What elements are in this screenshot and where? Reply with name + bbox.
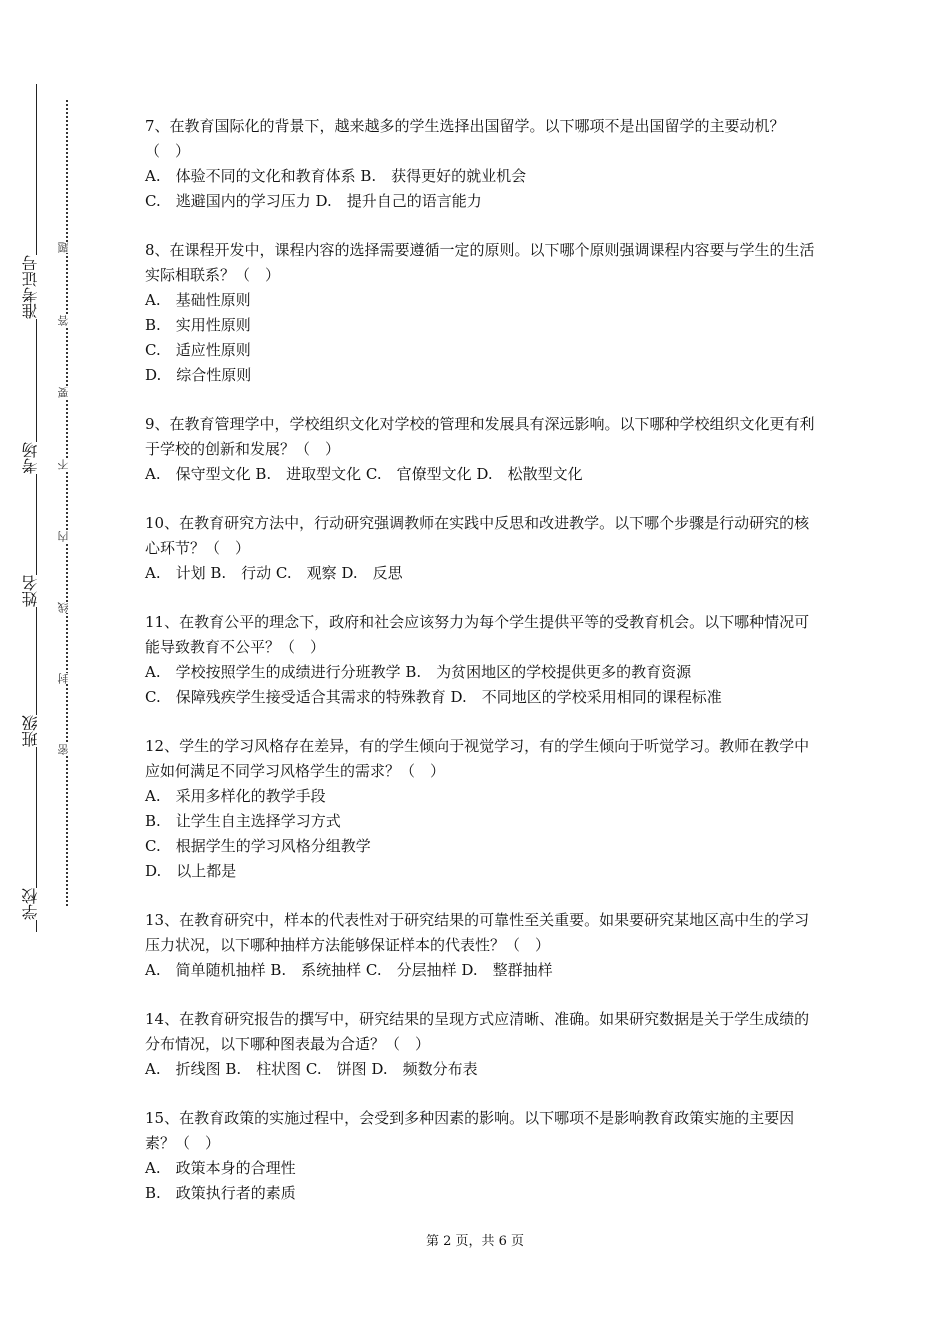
question-8 — [145, 238, 815, 388]
seal-char: 内 — [58, 531, 74, 542]
question-7 — [145, 114, 815, 214]
question-option: A. 保守型文化 B. 进取型文化 C. 官僚型文化 D. 松散型文化 — [145, 465, 583, 483]
question-text: 8、在课程开发中，课程内容的选择需要遵循一定的原则。以下哪个原则强调课程内容要与学生的生活实际相联系？（ ） — [145, 241, 815, 284]
question-option: A. 计划 B. 行动 C. 观察 D. 反思 — [145, 564, 403, 582]
question-text: 10、在教育研究方法中，行动研究强调教师在实践中反思和改进教学。以下哪个步骤是行动研究的核心环节？（ ） — [145, 514, 810, 557]
question-13 — [145, 908, 815, 983]
question-text: 13、在教育研究中，样本的代表性对于研究结果的可靠性至关重要。如果要研究某地区高中生的学习压力状况，以下哪种抽样方法能够保证样本的代表性？（ ） — [145, 911, 810, 954]
question-option: B. 实用性原则 — [145, 316, 251, 334]
seal-char: 密 — [58, 744, 74, 755]
question-list — [145, 114, 815, 1230]
question-option: B. 政策执行者的素质 — [145, 1184, 296, 1202]
question-option: A. 折线图 B. 柱状图 C. 饼图 D. 频数分布表 — [145, 1060, 478, 1078]
field-exam-number-label: 准考证号 — [22, 255, 50, 319]
seal-char: 不 — [58, 459, 74, 470]
field-exam-room-label: 考场 — [22, 442, 50, 474]
question-text: 7、在教育国际化的背景下，越来越多的学生选择出国留学。以下哪项不是出国留学的主要动机？（ ） — [145, 117, 785, 160]
question-option: D. 以上都是 — [145, 862, 237, 880]
question-option: B. 让学生自主选择学习方式 — [145, 812, 341, 830]
seal-char: 要 — [58, 387, 74, 398]
field-name-label: 姓名 — [22, 575, 50, 607]
seal-char: 答 — [58, 315, 74, 326]
question-text: 15、在教育政策的实施过程中，会受到多种因素的影响。以下哪项不是影响教育政策实施的主要因素？（ ） — [145, 1109, 795, 1152]
question-option: A. 简单随机抽样 B. 系统抽样 C. 分层抽样 D. 整群抽样 — [145, 961, 553, 979]
question-option: C. 保障残疾学生接受适合其需求的特殊教育 D. 不同地区的学校采用相同的课程标准 — [145, 688, 722, 706]
question-option: A. 政策本身的合理性 — [145, 1159, 296, 1177]
page-number-footer: 第 2 页，共 6 页 — [425, 1234, 525, 1249]
seal-char: 题 — [58, 242, 74, 253]
binding-margin — [0, 0, 120, 1344]
binding-solid-line — [36, 84, 37, 932]
binding-dotted-line — [66, 100, 68, 906]
seal-char: 封 — [58, 673, 74, 684]
question-text: 11、在教育公平的理念下，政府和社会应该努力为每个学生提供平等的受教育机会。以下哪种情况可能导致教育不公平？（ ） — [145, 613, 810, 656]
question-text: 12、学生的学习风格存在差异，有的学生倾向于视觉学习，有的学生倾向于听觉学习。教师在教学中应如何满足不同学习风格学生的需求？（ ） — [145, 737, 810, 780]
question-10 — [145, 511, 815, 586]
question-option: A. 学校按照学生的成绩进行分班教学 B. 为贫困地区的学校提供更多的教育资源 — [145, 663, 692, 681]
question-14 — [145, 1007, 815, 1082]
question-15 — [145, 1106, 815, 1206]
question-option: A. 采用多样化的教学手段 — [145, 787, 326, 805]
question-11 — [145, 610, 815, 710]
field-school-label: 学校 — [22, 888, 50, 920]
question-text: 14、在教育研究报告的撰写中，研究结果的呈现方式应清晰、准确。如果研究数据是关于学生成绩的分布情况，以下哪种图表最为合适？（ ） — [145, 1010, 810, 1053]
question-9 — [145, 412, 815, 487]
question-option: A. 基础性原则 — [145, 291, 251, 309]
question-option: C. 逃避国内的学习压力 D. 提升自己的语言能力 — [145, 192, 482, 210]
question-text: 9、在教育管理学中，学校组织文化对学校的管理和发展具有深远影响。以下哪种学校组织文化更有利于学校的创新和发展？（ ） — [145, 415, 815, 458]
question-option: C. 适应性原则 — [145, 341, 251, 359]
field-class-label: 班级 — [22, 715, 50, 747]
question-option: D. 综合性原则 — [145, 366, 252, 384]
question-12 — [145, 734, 815, 884]
seal-char: 线 — [58, 602, 74, 613]
question-option: C. 根据学生的学习风格分组教学 — [145, 837, 371, 855]
question-option: A. 体验不同的文化和教育体系 B. 获得更好的就业机会 — [145, 167, 527, 185]
